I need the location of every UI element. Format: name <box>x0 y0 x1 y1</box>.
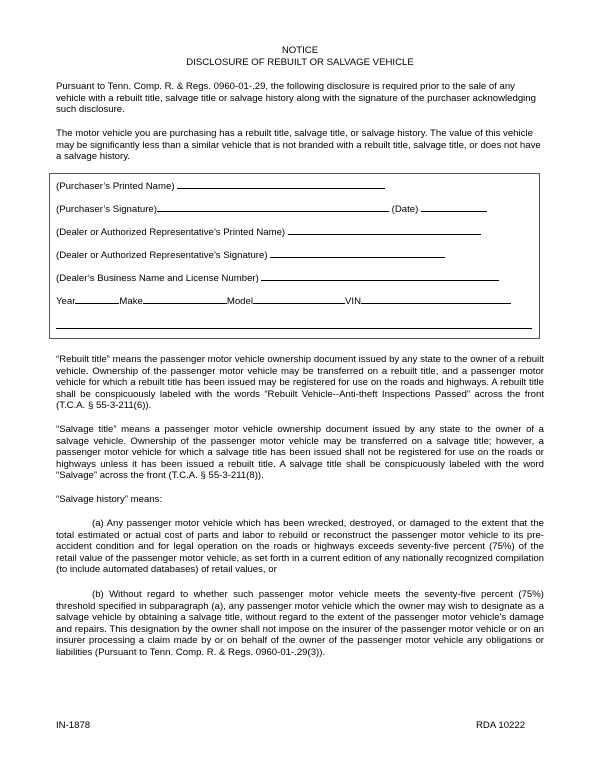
dealer-business-label: (Dealer’s Business Name and License Number) <box>56 273 259 284</box>
additional-notes-field[interactable] <box>56 316 532 329</box>
form-number: IN-1878 <box>56 720 91 731</box>
acknowledgement-form <box>49 173 540 339</box>
purchaser-signature-row <box>56 201 487 216</box>
dealer-signature-row <box>56 247 445 262</box>
purchaser-signature-label: (Purchaser’s Signature) <box>56 204 157 215</box>
notice-subtitle: DISCLOSURE OF REBUILT OR SALVAGE VEHICLE <box>186 57 414 68</box>
dealer-signature-label: (Dealer or Authorized Representative’s Signature) <box>56 250 268 261</box>
model-field[interactable] <box>253 293 345 304</box>
date-field[interactable] <box>421 201 487 212</box>
purchaser-name-row <box>56 178 385 193</box>
salvage-title-definition: “Salvage title” means a passenger motor vehicle ownership document issued by any state to the owner of a salvage vehicle. Ownership of the passenger motor vehicle may be transferred on a salvage title; however, a passenger motor vehicle for which a salvage title has been issued shall not be registered for use on the roads or highways unless it has been issued a rebuilt title. A salvage title shall be conspicuously labeled with the word “Salvage” across the front (T.C.A. § 55-3-211(8)). <box>56 424 544 482</box>
salvage-history-item-b: (b) Without regard to whether such passenger motor vehicle meets the seventy-five percent (75%) threshold specified in subparagraph (a), any passenger motor vehicle which the owner may wish to designate as a salvage vehicle by obtaining a salvage title, without regard to the extent of the passenger motor vehicle's damage and repairs. This designation by the owner shall not impose on the insurer of the passenger motor vehicle or on an insurer processing a claim made by or on behalf of the owner of the passenger motor vehicle any obligations or liabilities (Pursuant to Tenn. Comp. R. & Regs. 0960-01-.29(3)). <box>56 589 544 658</box>
dealer-name-label: (Dealer or Authorized Representative’s Printed Name) <box>56 227 286 238</box>
notice-header <box>0 45 600 69</box>
dealer-name-field[interactable] <box>288 224 481 235</box>
warning-paragraph: The motor vehicle you are purchasing has a rebuilt title, salvage title, or salvage history. The value of this vehicle may be significantly less than a similar vehicle that is not branded with a rebuilt title, salvage title, or does not have a salvage history. <box>56 128 541 163</box>
vehicle-row <box>56 293 511 308</box>
vin-field[interactable] <box>361 293 511 304</box>
purchaser-signature-field[interactable] <box>157 201 389 212</box>
make-field[interactable] <box>143 293 227 304</box>
rebuilt-title-definition: “Rebuilt title” means the passenger motor vehicle ownership document issued by any state to the owner of a rebuilt vehicle. Ownership of the passenger motor vehicle may be transferred on a rebuilt title, and a passenger motor vehicle for which a rebuilt title has been issued may be registered for use on the roads and highways. A rebuilt title shall be conspicuously labeled with the words “Rebuilt Vehicle--Anti-theft Inspections Passed” across the front (T.C.A. § 55-3-211(6)). <box>56 354 544 412</box>
salvage-history-heading: “Salvage history” means: <box>56 494 163 505</box>
vin-label: VIN <box>345 296 361 307</box>
purchaser-name-field[interactable] <box>177 178 385 189</box>
year-field[interactable] <box>75 293 119 304</box>
salvage-history-item-a: (a) Any passenger motor vehicle which has been wrecked, destroyed, or damaged to the extent that the total estimated or actual cost of parts and labor to rebuild or reconstruct the passenger motor vehicle to its pre-accident condition and for legal operation on the roads or highways exceeds seventy-five percent (75%) of the retail value of the passenger motor vehicle, as set forth in a current edition of any nationally recognized compilation (to include automated databases) of retail values, or <box>56 518 544 576</box>
model-label: Model <box>226 296 253 307</box>
notice-title: NOTICE <box>281 45 319 56</box>
rda-number: RDA 10222 <box>476 720 526 731</box>
dealer-business-row <box>56 270 499 285</box>
dealer-signature-field[interactable] <box>270 247 445 258</box>
year-label: Year <box>56 296 76 307</box>
dealer-name-row <box>56 224 481 239</box>
intro-paragraph: Pursuant to Tenn. Comp. R. & Regs. 0960-01-.29, the following disclosure is required prior to the sale of any vehicle with a rebuilt title, salvage title or salvage history along with the signature of the purchaser acknowledging such disclosure. <box>56 81 536 116</box>
date-label: (Date) <box>391 204 419 215</box>
dealer-business-field[interactable] <box>261 270 499 281</box>
make-label: Make <box>119 296 143 307</box>
purchaser-name-label: (Purchaser’s Printed Name) <box>56 181 175 192</box>
